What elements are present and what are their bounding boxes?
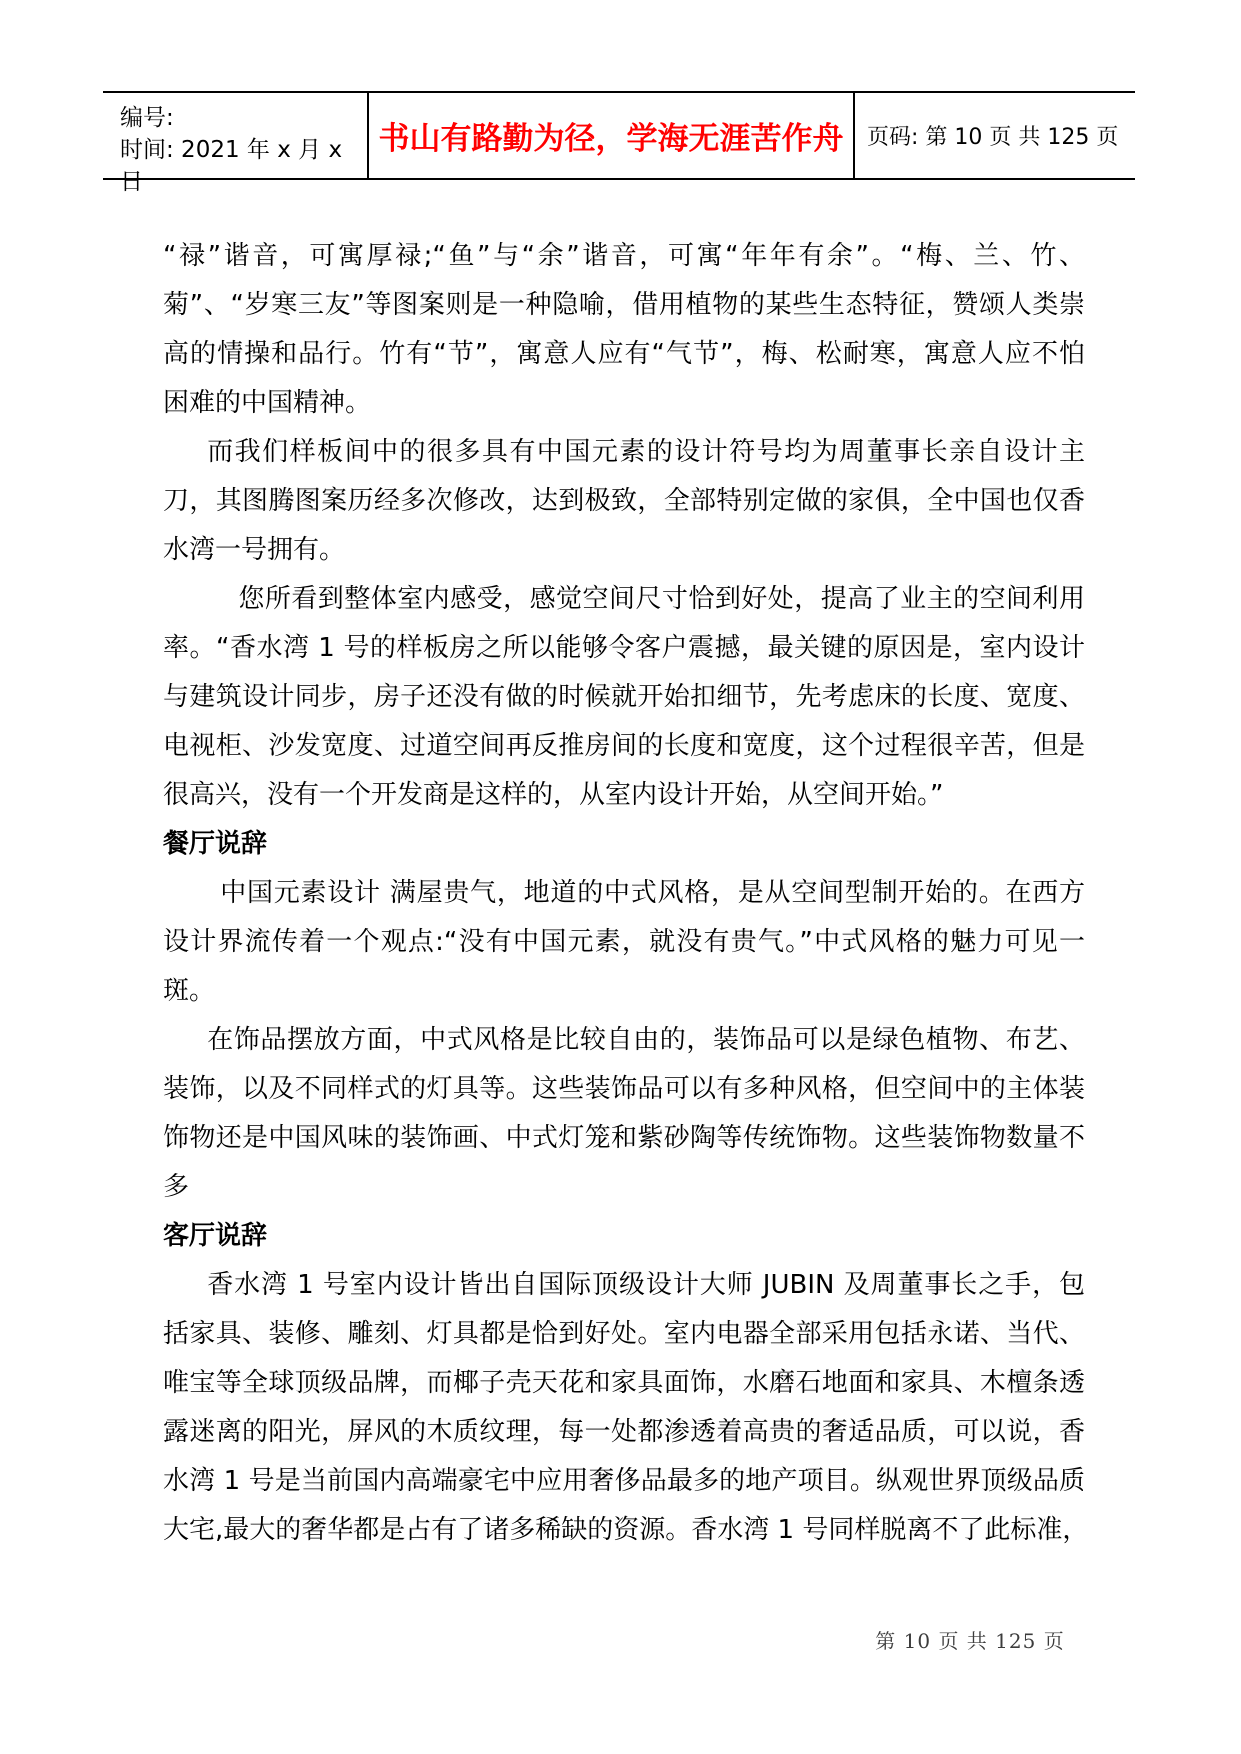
header-table	[103, 91, 1135, 195]
body-line: 水湾一号拥有。	[163, 535, 346, 565]
document-date-label: 时间: 2021 年 x 月 x 日	[120, 137, 343, 195]
section-heading: 餐厅说辞	[163, 829, 268, 859]
body-line: 装饰，以及不同样式的灯具等。这些装饰品可以有多种风格，但空间中的主体装	[163, 1074, 1085, 1104]
body-line: 率。“香水湾 1 号的样板房之所以能够令客户震撼，最关键的原因是，室内设计	[163, 633, 1085, 663]
header-motto-cell	[367, 93, 855, 178]
body-line: 很高兴，没有一个开发商是这样的，从室内设计开始，从空间开始。”	[163, 780, 944, 810]
page-info-text: 页码: 第 10 页 共 125 页	[867, 125, 1119, 150]
body-line: 电视柜、沙发宽度、过道空间再反推房间的长度和宽度，这个过程很辛苦，但是	[163, 731, 1085, 761]
body-line: 菊”、“岁寒三友”等图案则是一种隐喻，借用植物的某些生态特征，赞颂人类崇	[163, 290, 1085, 320]
body-line: 括家具、装修、雕刻、灯具都是恰到好处。室内电器全部采用包括永诺、当代、	[163, 1319, 1085, 1349]
body-line: 而我们样板间中的很多具有中国元素的设计符号均为周董事长亲自设计主	[207, 437, 1085, 467]
body-line: 露迷离的阳光，屏风的木质纹理，每一处都渗透着高贵的奢适品质，可以说，香	[163, 1417, 1085, 1447]
body-line: 饰物还是中国风味的装饰画、中式灯笼和紫砂陶等传统饰物。这些装饰物数量不	[163, 1123, 1085, 1153]
body-line: 与建筑设计同步，房子还没有做的时候就开始扣细节，先考虑床的长度、宽度、	[163, 682, 1085, 712]
body-line: 在饰品摆放方面，中式风格是比较自由的，装饰品可以是绿色植物、布艺、	[207, 1025, 1085, 1055]
body-line: 唯宝等全球顶级品牌，而椰子壳天花和家具面饰，水磨石地面和家具、木檀条透	[163, 1368, 1085, 1398]
body-line: 刀，其图腾图案历经多次修改，达到极致，全部特别定做的家俱，全中国也仅香	[163, 486, 1085, 516]
body-line: 斑。	[163, 976, 216, 1006]
body-line: 中国元素设计 满屋贵气，地道的中式风格，是从空间型制开始的。在西方	[220, 878, 1085, 908]
body-content	[163, 232, 1089, 1555]
section-heading: 客厅说辞	[163, 1221, 268, 1251]
motto-text: 书山有路勤为径，学海无涯苦作舟	[378, 121, 844, 157]
page-footer: 第 10 页 共 125 页	[875, 1629, 1065, 1653]
header-meta-cell	[103, 93, 367, 195]
body-line: 水湾 1 号是当前国内高端豪宅中应用奢侈品最多的地产项目。纵观世界顶级品质	[163, 1466, 1085, 1496]
body-line: 您所看到整体室内感受，感觉空间尺寸恰到好处，提高了业主的空间利用	[238, 584, 1085, 614]
body-line: 多	[163, 1172, 190, 1202]
body-line: 困难的中国精神。	[163, 388, 372, 418]
body-line: 大宅,最大的奢华都是占有了诸多稀缺的资源。香水湾 1 号同样脱离不了此标准，	[163, 1515, 1089, 1545]
document-number-label: 编号:	[120, 105, 174, 131]
body-line: 设计界流传着一个观点:“没有中国元素，就没有贵气。”中式风格的魅力可见一	[163, 927, 1085, 957]
body-line: “禄”谐音，可寓厚禄;“鱼”与“余”谐音，可寓“年年有余”。“梅、兰、竹、	[163, 241, 1085, 271]
body-line: 香水湾 1 号室内设计皆出自国际顶级设计大师 JUBIN 及周董事长之手，包	[207, 1270, 1085, 1300]
header-page-cell	[855, 93, 1135, 178]
body-line: 高的情操和品行。竹有“节”，寓意人应有“气节”，梅、松耐寒，寓意人应不怕	[163, 339, 1085, 369]
